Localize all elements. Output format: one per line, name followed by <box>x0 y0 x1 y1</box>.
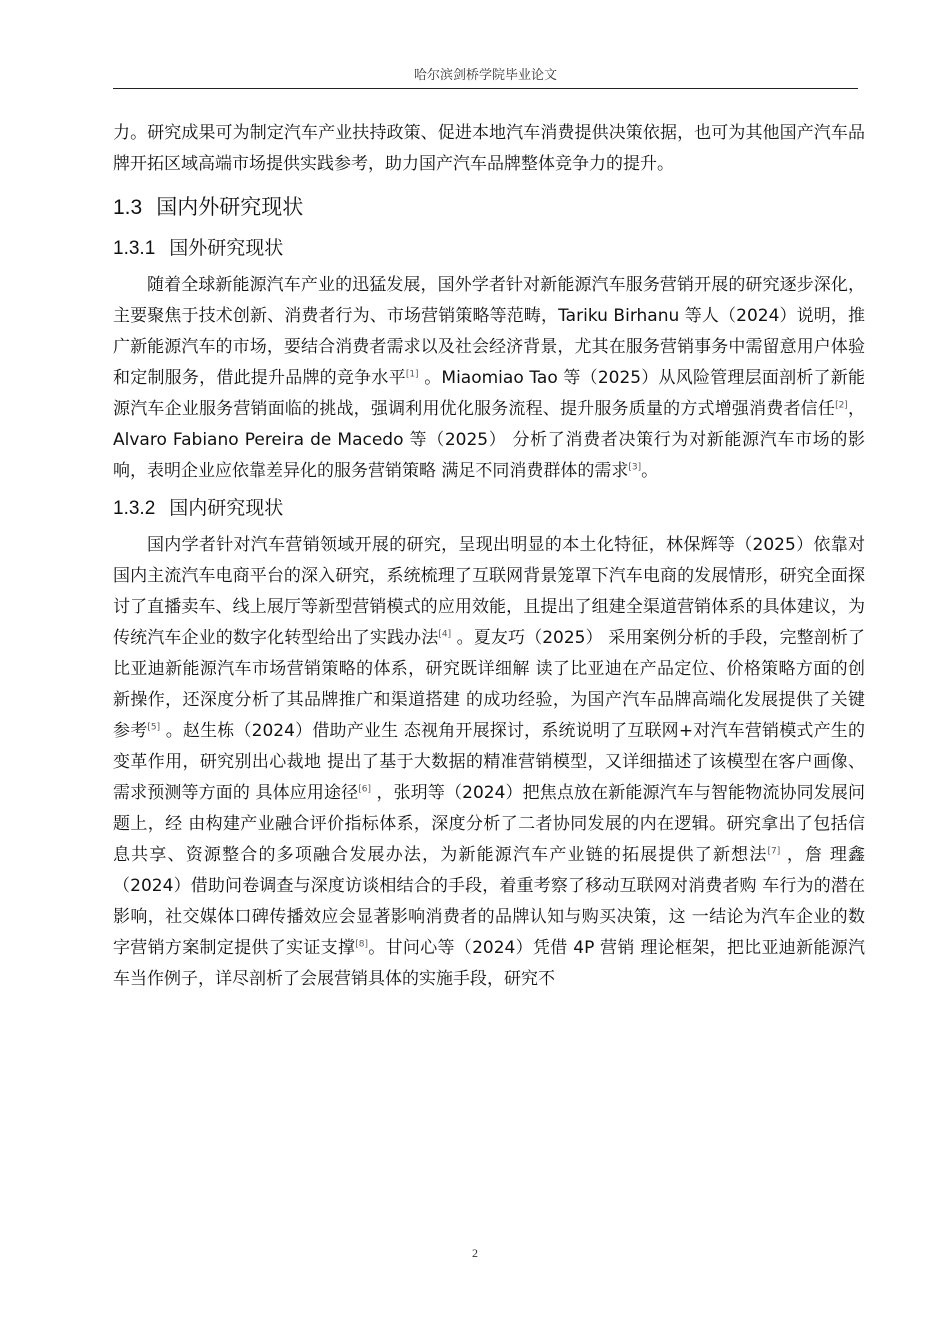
text-run: 。Miaomiao Tao 等（2025）从风险管理层面剖析了新能源汽车企业服务营销面临的挑战，强调利用优化服务流程、提升服务质量的方式增强消费者信任 <box>113 368 865 419</box>
citation-ref: [4] <box>438 629 452 640</box>
domestic-research-paragraph <box>113 530 865 995</box>
section-heading-1-3 <box>113 190 865 225</box>
section-heading-1-3-2 <box>113 491 865 526</box>
citation-ref: [6] <box>358 784 372 795</box>
citation-ref: [3] <box>628 462 642 473</box>
text-run: 。 <box>641 461 659 481</box>
header-divider <box>113 88 858 89</box>
text-run: 随着全球新能源汽车产业的迅猛发展，国外学者针对新能源汽车服务营销开展的研究逐步深化，主要聚焦于技术创新、消费者行为、市场营销策略等范畴，Tariku Birhanu 等人（2024）说明，推广新能源汽车的市场，要结合消费者需求以及社会经济背景，尤其在服务营销事务中需留意用户体验和定制服务，借此提升品牌的竞争水平 <box>113 275 865 388</box>
continued-paragraph: 力。研究成果可为制定汽车产业扶持政策、促进本地汽车消费提供决策依据，也可为其他国产汽车品牌开拓区域高端市场提供实践参考，助力国产汽车品牌整体竞争力的提升。 <box>113 123 865 174</box>
text-run: ，张玥等（2024）把焦点放在新能源汽车与智能物流协同发展问题上，经 由构建产业融合评价指标体系，深度分析了二者协同发展的内在逻辑。研究拿出了包括信 息共享、资源整合的多项融合发展办法，为新能源汽车产业链的拓展提供了新想法 <box>113 783 866 865</box>
text-run: 。赵生栋（2024）借助产业生 态视角开展探讨，系统说明了互联网+对汽车营销模式产生的变革作用，研究别出心裁地 提出了基于大数据的精准营销模型，又详细描述了该模型在客户画像、需求预测等方面的 具体应用途径 <box>113 721 865 803</box>
section-number: 1.3.2 <box>113 498 156 519</box>
citation-ref: [5] <box>147 722 161 733</box>
text-run: ，詹 理鑫（2024）借助问卷调查与深度访谈相结合的手段，着重考察了移动互联网对消费者购 车行为的潜在影响，社交媒体口碑传播效应会显著影响消费者的品牌认知与购买决策，这 一结论为汽车企业的数字营销方案制定提供了实证支撑 <box>113 845 865 958</box>
citation-ref: [2] <box>835 400 848 411</box>
citation-ref: [8] <box>355 939 368 950</box>
section-title: 国内研究现状 <box>169 497 284 519</box>
text-run: 国内学者针对汽车营销领域开展的研究，呈现出明显的本土化特征，林保辉等（2025）依靠对国内主流汽车电商平台的深入研究，系统梳理了互联网背景笼罩下汽车电商的发展情形，研究全面探讨了直播卖车、线上展厅等新型营销模式的应用效能，且提出了组建全渠道营销体系的具体建议，为传统汽车企业的数字化转型给出了实践办法 <box>113 535 865 648</box>
citation-ref: [7] <box>767 846 781 857</box>
text-run: 。夏友巧（2025） 采用案例分析的手段，完整剖析了比亚迪新能源汽车市场营销策略的体系，研究既详细解 读了比亚迪在产品定位、价格策略方面的创新操作，还深度分析了其品牌推广和渠道搭建 的成功经验，为国产汽车品牌高端化发展提供了关键参考 <box>113 628 865 741</box>
section-number: 1.3.1 <box>113 238 156 259</box>
section-heading-1-3-1 <box>113 231 865 266</box>
page-body <box>113 118 865 995</box>
running-header: 哈尔滨剑桥学院毕业论文 <box>413 68 557 83</box>
section-title: 国内外研究现状 <box>156 195 304 219</box>
section-number: 1.3 <box>113 196 143 219</box>
text-run: ，Alvaro Fabiano Pereira de Macedo 等（2025） 分析了消费者决策行为对新能源汽车市场的影响，表明企业应依靠差异化的服务营销策略 满足不同消费群体的需求 <box>113 399 866 481</box>
citation-ref: [1] <box>405 369 419 380</box>
foreign-research-paragraph <box>113 270 865 487</box>
text-run: 。甘问心等（2024）凭借 4P 营销 理论框架，把比亚迪新能源汽车当作例子，详尽剖析了会展营销具体的实施手段，研究不 <box>113 938 865 989</box>
page-number: 2 <box>472 1246 478 1260</box>
section-title: 国外研究现状 <box>169 237 284 259</box>
